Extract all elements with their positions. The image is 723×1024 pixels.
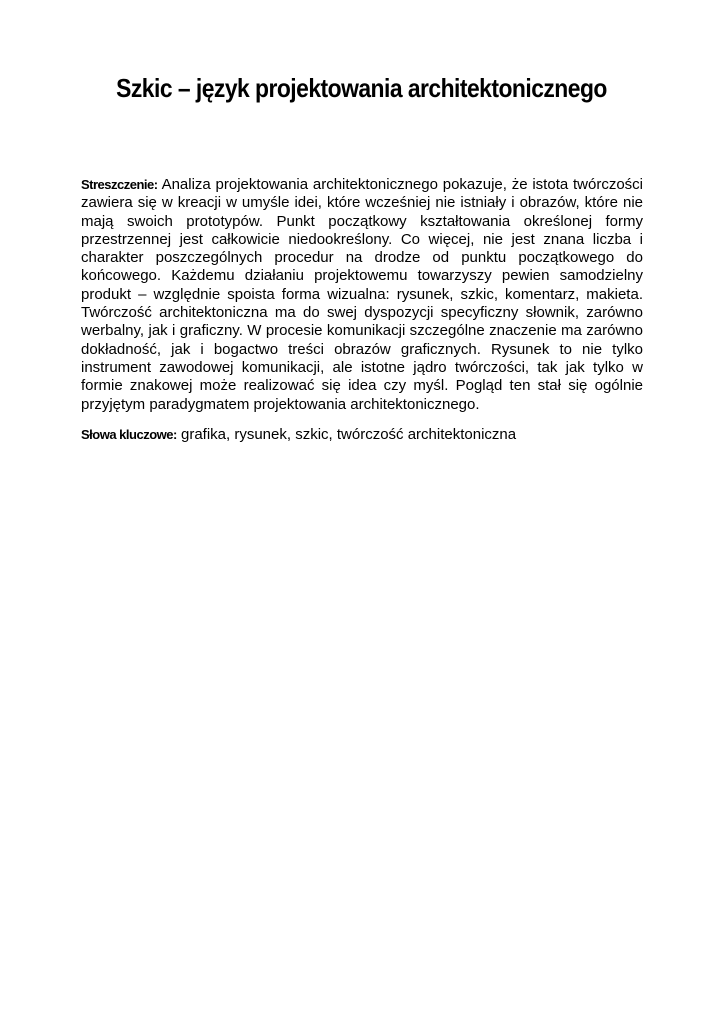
keywords-text: grafika, rysunek, szkic, twórczość architektoniczna: [180, 426, 517, 443]
keywords-label: Słowa kluczowe:: [81, 427, 177, 442]
abstract-text: Analiza projektowania architektonicznego pokazuje, że istota twórczości zawiera się w kreacji w umyśle idei, które wcześniej nie istniały i obrazów, które nie mają swoich prototypów. Punkt początkowy kształtowania określonej formy przestrzennej jest całkowicie niedookreślony. Co więcej, nie jest znana liczba i charakter poszczególnych procedur na drodze od punktu początkowego do końcowego. Każdemu działaniu projektowemu towarzyszy pewien samodzielny produkt – względnie spoista forma wizualna: rysunek, szkic, komentarz, makieta. Twórczość architektoniczna ma do swej dyspozycji specyficzny słownik, zarówno werbalny, jak i graficzny. W procesie komunikacji szczególne znaczenie ma zarówno dokładność, jak i bogactwo treści obrazów graficznych. Rysunek to nie tylko instrument zawodowej komunikacji, ale istotne jądro twórczości, tak jak tylko w formie znakowej może realizować się idea czy myśl. Pogląd ten stał się ogólnie przyjętym paradygmatem projektowania architektonicznego.: [81, 176, 643, 413]
paper-title: Szkic – język projektowania architektonicznego: [116, 73, 607, 103]
keywords-paragraph: [81, 426, 643, 444]
abstract-label: Streszczenie:: [81, 177, 158, 192]
abstract-paragraph: [81, 176, 643, 414]
